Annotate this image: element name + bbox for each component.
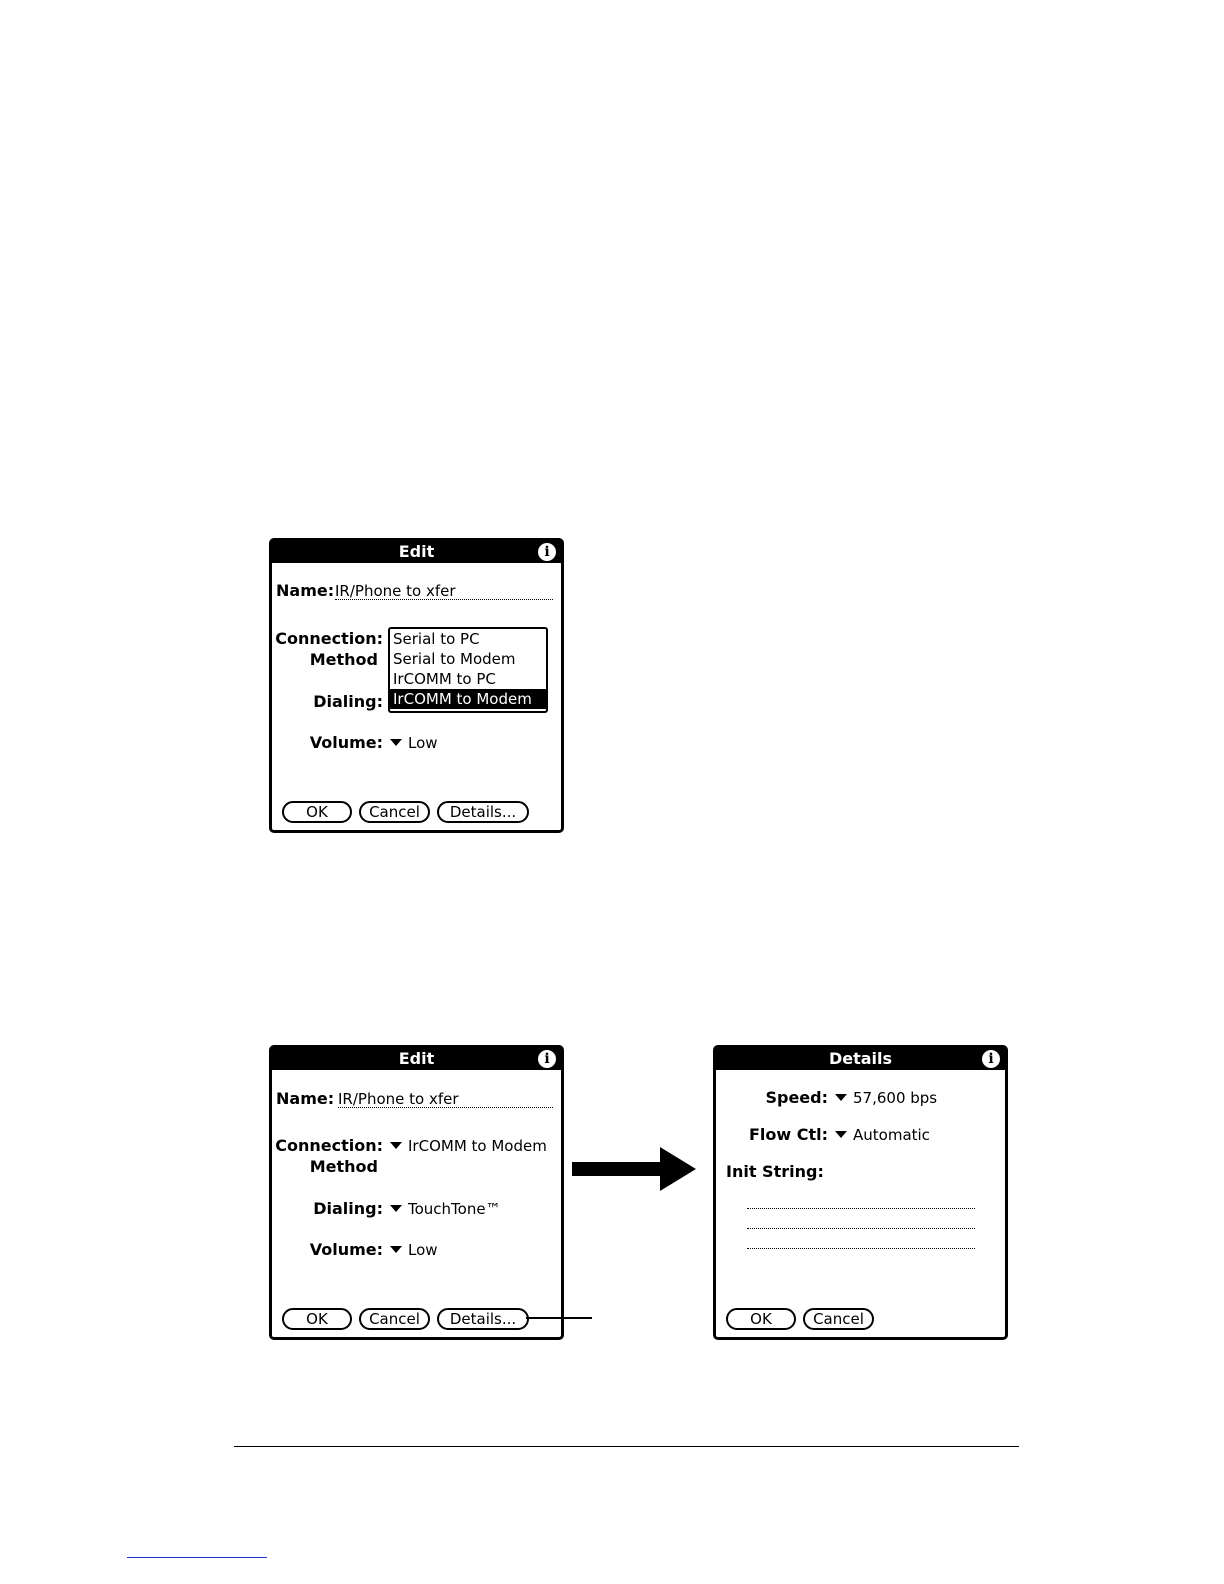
volume-label: Volume: — [309, 1240, 383, 1259]
volume-trigger[interactable] — [390, 1240, 438, 1260]
volume-value: Low — [408, 734, 438, 752]
ok-button[interactable]: OK — [282, 801, 352, 823]
popup-item[interactable]: Serial to PC — [393, 630, 480, 648]
edit-dialog-titlebar — [272, 541, 561, 563]
speed-trigger[interactable] — [835, 1088, 937, 1108]
dialing-value: TouchTone™ — [408, 1200, 501, 1218]
method-label: Method — [309, 1157, 378, 1176]
link-underline — [127, 1557, 267, 1558]
dropdown-arrow-icon — [390, 1246, 402, 1253]
details-dialog-titlebar — [716, 1048, 1005, 1070]
volume-trigger[interactable] — [390, 733, 438, 753]
edit-dialog-titlebar — [272, 1048, 561, 1070]
method-label: Method — [309, 650, 378, 669]
details-button[interactable]: Details... — [437, 801, 529, 823]
init-string-line[interactable] — [747, 1248, 975, 1249]
dropdown-arrow-icon — [390, 1205, 402, 1212]
dropdown-arrow-icon — [835, 1094, 847, 1101]
dropdown-arrow-icon — [835, 1131, 847, 1138]
cancel-button[interactable]: Cancel — [803, 1308, 874, 1330]
dialog-title: Details — [828, 1049, 893, 1068]
flow-control-label: Flow Ctl: — [748, 1125, 828, 1144]
ok-button[interactable]: OK — [726, 1308, 796, 1330]
cancel-button[interactable]: Cancel — [359, 1308, 430, 1330]
flow-control-trigger[interactable] — [835, 1125, 930, 1145]
name-value[interactable]: IR/Phone to xfer — [338, 1090, 459, 1108]
connection-trigger[interactable] — [390, 1136, 547, 1156]
dialing-trigger[interactable] — [390, 1199, 501, 1219]
info-icon[interactable]: i — [538, 543, 556, 561]
details-button[interactable]: Details... — [437, 1308, 529, 1330]
name-field-underline — [338, 1107, 553, 1108]
init-string-line[interactable] — [747, 1208, 975, 1209]
popup-item-selected[interactable]: IrCOMM to Modem — [390, 689, 546, 709]
speed-label: Speed: — [765, 1088, 828, 1107]
info-icon[interactable]: i — [982, 1050, 1000, 1068]
footer-rule — [234, 1446, 1019, 1447]
popup-item[interactable]: Serial to Modem — [393, 650, 516, 668]
connection-method-popup-list[interactable] — [388, 627, 548, 713]
name-value[interactable]: IR/Phone to xfer — [335, 582, 456, 600]
name-label: Name: — [276, 581, 335, 600]
details-dialog — [713, 1045, 1008, 1340]
volume-label: Volume: — [309, 733, 383, 752]
info-icon[interactable]: i — [538, 1050, 556, 1068]
cancel-button[interactable]: Cancel — [359, 801, 430, 823]
flow-control-value: Automatic — [853, 1126, 930, 1144]
edit-dialog-popup — [269, 538, 564, 833]
dialog-title: Edit — [398, 542, 435, 561]
speed-value: 57,600 bps — [853, 1089, 938, 1107]
callout-line — [526, 1317, 592, 1319]
connection-value: IrCOMM to Modem — [408, 1137, 547, 1155]
popup-item[interactable]: IrCOMM to PC — [393, 670, 496, 688]
right-arrow-icon — [572, 1145, 696, 1193]
connection-label: Connection: — [275, 1136, 383, 1155]
name-field-underline — [335, 599, 553, 600]
init-string-line[interactable] — [747, 1228, 975, 1229]
ok-button[interactable]: OK — [282, 1308, 352, 1330]
dialog-title: Edit — [398, 1049, 435, 1068]
volume-value: Low — [408, 1241, 438, 1259]
dialing-label: Dialing: — [313, 1199, 383, 1218]
dropdown-arrow-icon — [390, 1142, 402, 1149]
name-label: Name: — [276, 1089, 335, 1108]
connection-label: Connection: — [275, 629, 383, 648]
dropdown-arrow-icon — [390, 739, 402, 746]
dialing-label: Dialing: — [313, 692, 383, 711]
init-string-label: Init String: — [726, 1162, 824, 1181]
edit-dialog — [269, 1045, 564, 1340]
